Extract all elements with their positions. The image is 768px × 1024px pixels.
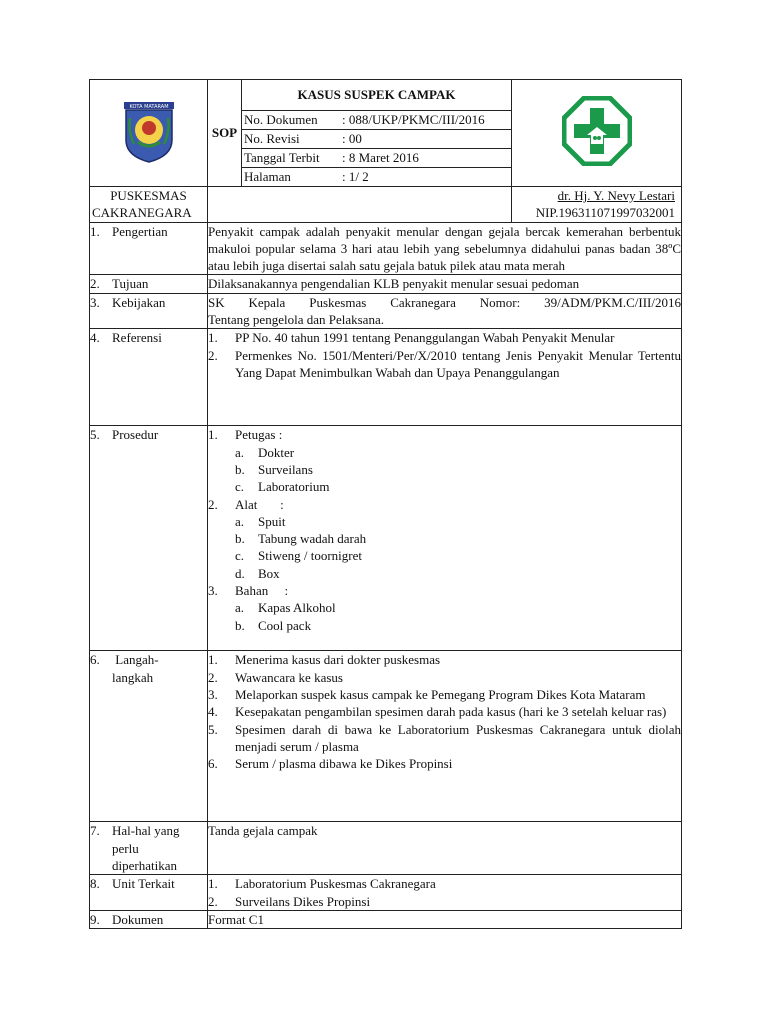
section-title: Hal-hal yang (112, 823, 180, 839)
section-number: 7. (90, 823, 100, 839)
puskesmas-logo-icon (562, 96, 632, 166)
list-item-number: 1. (208, 652, 218, 668)
sub-item-letter: d. (235, 565, 245, 581)
list-item-number: 5. (208, 721, 218, 737)
sub-item-letter: a. (235, 444, 245, 460)
list-item-text: Serum / plasma dibawa ke Dikes Propinsi (235, 756, 453, 772)
list-item (208, 755, 681, 772)
section-number: 1. (90, 223, 100, 239)
document-info-cell (242, 80, 512, 187)
doc-row-value: : 1/ 2 (342, 169, 369, 184)
section-label (90, 426, 208, 651)
sub-item-letter: a. (235, 513, 245, 529)
section-label (90, 293, 208, 329)
list-item (208, 496, 681, 513)
section-content (208, 293, 682, 329)
section-title: Unit Terkait (112, 876, 175, 892)
sub-item-letter: c. (235, 479, 245, 495)
section-content (208, 875, 682, 911)
section-label (90, 822, 208, 875)
org-cell (90, 187, 208, 223)
org-name-line2: CAKRANEGARA (92, 205, 192, 221)
logo-cell (90, 80, 208, 187)
list-item-number: 3. (208, 583, 218, 599)
list-item (208, 651, 681, 668)
section-number: 2. (90, 276, 100, 292)
section-row-referensi (90, 329, 682, 426)
doc-row (242, 168, 511, 187)
sub-list-item (235, 599, 681, 616)
list-item-text: Laboratorium Puskesmas Cakranegara (235, 876, 436, 892)
signer-nip: NIP.196311071997032001 (535, 205, 675, 221)
sub-list-item (235, 444, 681, 461)
list-item (208, 875, 681, 892)
list-item-text: Petugas : (235, 427, 283, 443)
section-content (208, 426, 682, 651)
doc-row-label: Halaman (244, 169, 291, 184)
section-row-langkah (90, 651, 682, 822)
list-item-text: Surveilans Dikes Propinsi (235, 893, 371, 909)
sub-item-letter: b. (235, 617, 245, 633)
section-content: Dilaksanakannya pengendalian KLB penyakit menular sesuai pedoman (208, 275, 682, 293)
sop-label: SOP (208, 80, 242, 187)
sub-item-text: Spuit (258, 513, 286, 529)
list-item-text: Menerima kasus dari dokter puskesmas (235, 652, 441, 668)
sub-list-item (235, 461, 681, 478)
sub-item-letter: a. (235, 600, 245, 616)
sub-item-letter: c. (235, 548, 245, 564)
list-item (208, 703, 681, 720)
section-title: Langah- (112, 652, 159, 668)
section-row-pengertian (90, 222, 682, 275)
org-name-line1: PUSKESMAS (110, 188, 187, 203)
sub-item-text: Cool pack (258, 617, 312, 633)
sub-item-text: Kapas Alkohol (258, 600, 336, 616)
section-title: Kebijakan (112, 294, 166, 310)
sub-item-text: Dokter (258, 444, 295, 460)
list-item-number: 1. (208, 427, 218, 443)
sub-item-text: Box (258, 565, 280, 581)
list-item-number: 2. (208, 347, 218, 363)
sub-list-item (235, 565, 681, 582)
sub-item-text: Surveilans (258, 461, 313, 477)
section-content: Tanda gejala campak (208, 822, 682, 875)
list-item-number: 2. (208, 496, 218, 512)
puskesmas-logo-cell (512, 80, 682, 187)
section-label (90, 275, 208, 293)
section-row-tujuan (90, 275, 682, 293)
header-row (90, 80, 682, 187)
doc-row (242, 130, 511, 149)
list-item-number: 6. (208, 756, 218, 772)
list-item-text: Melaporkan suspek kasus campak ke Pemegang Program Dikes Kota Mataram (235, 686, 646, 702)
section-row-perhatian (90, 822, 682, 875)
list-item (208, 582, 681, 599)
list-item (208, 721, 681, 756)
list-item-number: 2. (208, 893, 218, 909)
sub-list-item (235, 617, 681, 634)
list-item (208, 893, 681, 910)
sub-list (208, 513, 681, 582)
sub-list-item (235, 547, 681, 564)
doc-row (242, 149, 511, 168)
list-item (208, 329, 681, 346)
list-item (208, 686, 681, 703)
kota-mataram-emblem-icon (116, 98, 182, 164)
section-title: Pengertian (112, 223, 168, 239)
list-item (208, 426, 681, 443)
section-number: 3. (90, 294, 100, 310)
list-item-number: 1. (208, 330, 218, 346)
list-item-text: Bahan : (235, 583, 289, 599)
list-item-number: 1. (208, 876, 218, 892)
section-number: 5. (90, 427, 100, 443)
section-row-prosedur (90, 426, 682, 651)
section-content: Format C1 (208, 910, 682, 928)
section-label (90, 651, 208, 822)
list-item-text: Permenkes No. 1501/Menteri/Per/X/2010 tentang Jenis Penyakit Menular Tertentu Yang Dapat Menimbulkan Wabah dan Upaya Penanggulangan (235, 347, 681, 380)
section-title-continued: diperhatikan (112, 857, 177, 873)
section-number: 8. (90, 876, 100, 892)
list-item-text: Kesepakatan pengambilan spesimen darah pada kasus (hari ke 3 setelah keluar ras) (235, 704, 667, 720)
list-item-number: 4. (208, 704, 218, 720)
sub-list-item (235, 530, 681, 547)
doc-row-value: : 088/UKP/PKMC/III/2016 (340, 111, 511, 130)
section-title: Prosedur (112, 427, 159, 443)
doc-row-value: : 8 Maret 2016 (340, 149, 511, 168)
list-item (208, 347, 681, 382)
section-row-unit-terkait (90, 875, 682, 911)
sub-item-text: Stiweng / toornigret (258, 548, 362, 564)
section-number: 9. (90, 911, 100, 927)
sop-document-table (89, 79, 682, 929)
sub-list (208, 599, 681, 634)
org-row (90, 187, 682, 223)
section-content (208, 329, 682, 426)
sub-item-text: Tabung wadah darah (258, 531, 367, 547)
sub-item-letter: b. (235, 531, 245, 547)
section-label (90, 329, 208, 426)
list-item-number: 2. (208, 669, 218, 685)
section-label (90, 910, 208, 928)
svg-text:KOTA MATARAM: KOTA MATARAM (128, 103, 169, 110)
empty-cell (208, 187, 512, 223)
document-info-table (242, 111, 511, 186)
sub-list-item (235, 513, 681, 530)
list-item-number: 3. (208, 686, 218, 702)
signer-cell (512, 187, 682, 223)
section-number: 4. (90, 330, 100, 346)
list-item-text: PP No. 40 tahun 1991 tentang Penanggulangan Wabah Penyakit Menular (235, 330, 615, 346)
list-item-text: Alat : (235, 496, 284, 512)
doc-row (242, 111, 511, 130)
sub-item-letter: b. (235, 461, 245, 477)
doc-row-value: : 00 (340, 130, 511, 149)
section-label (90, 875, 208, 911)
doc-row-label: No. Revisi (242, 130, 340, 149)
section-row-kebijakan (90, 293, 682, 329)
section-title-continued: langkah (112, 669, 154, 685)
sub-list (208, 444, 681, 496)
section-row-dokumen (90, 910, 682, 928)
section-title: Tujuan (112, 276, 149, 292)
list-item-text: Spesimen darah di bawa ke Laboratorium Puskesmas Cakranegara untuk diolah menjadi serum / plasma (235, 721, 681, 754)
section-label (90, 222, 208, 275)
section-title: Dokumen (112, 911, 164, 927)
signer-name: dr. Hj. Y. Nevy Lestari (557, 188, 675, 203)
section-title: Referensi (112, 330, 162, 346)
section-content: Penyakit campak adalah penyakit menular dengan gejala bercak kemerahan berbentuk makuloi popular selama 3 hari atau lebih yang sebelumnya didahului panas badan 38ºC atau lebih juga disertai salah satu gejala batuk pilek atau mata merah (208, 223, 681, 274)
doc-row-label: No. Dokumen (242, 111, 340, 130)
section-content (208, 651, 682, 822)
list-item (208, 669, 681, 686)
doc-row-label: Tanggal Terbit (242, 149, 340, 168)
policy-line: SK Kepala Puskesmas Cakranegara Nomor: 39/ADM/PKM.C/III/2016 (208, 294, 681, 310)
policy-line: Tentang pengelola dan Pelaksana. (208, 312, 384, 328)
sub-item-text: Laboratorium (258, 479, 330, 495)
document-title: KASUS SUSPEK CAMPAK (242, 80, 511, 111)
section-title-continued: perlu (112, 840, 139, 856)
section-number: 6. (90, 652, 100, 668)
list-item-text: Wawancara ke kasus (235, 669, 343, 685)
sub-list-item (235, 478, 681, 495)
